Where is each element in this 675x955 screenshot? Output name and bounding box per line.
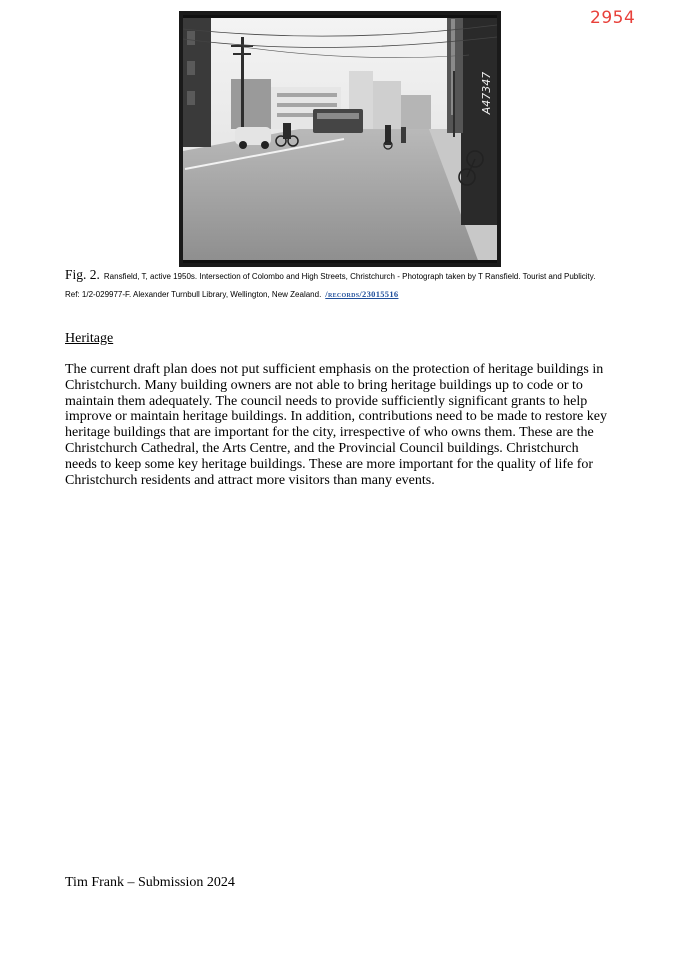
heritage-paragraph: The current draft plan does not put sufficient emphasis on the protection of heritage buildings in Christchurch. Many building owners are not able to bring heritage buildings up to code or to maintain them adequately. The council needs to provide sufficiently significant grants to help improve or maintain heritage buildings. In addition, contributions need to be made to restore key heritage buildings that are important for the city, irrespective of who owns them. These are the Christchurch Cathedral, the Arts Centre, and the Provincial Council buildings. Christchurch needs to keep some key heritage buildings. These are more important for the quality of life for Christchurch residents and attract more visitors than many events. [65,362,607,488]
section-heading: Heritage [65,331,114,346]
street-photo-illustration [179,11,501,267]
figure-caption [65,267,625,303]
negative-number: A47347 [480,71,493,115]
page-number: 2954 [590,8,636,28]
record-link[interactable]: /records/23015516 [325,289,399,299]
figure-label: Fig. 2. [65,267,100,282]
figure-reference-text: Ref: 1/2-029977-F. Alexander Turnbull Library, Wellington, New Zealand. [65,290,322,299]
historic-street-photo [179,11,501,267]
figure-caption-text: Ransfield, T, active 1950s. Intersection of Colombo and High Streets, Christchurch - Photograph taken by T Ransfield. Tourist and Publicity. [103,272,596,281]
page-footer: Tim Frank – Submission 2024 [65,875,235,890]
